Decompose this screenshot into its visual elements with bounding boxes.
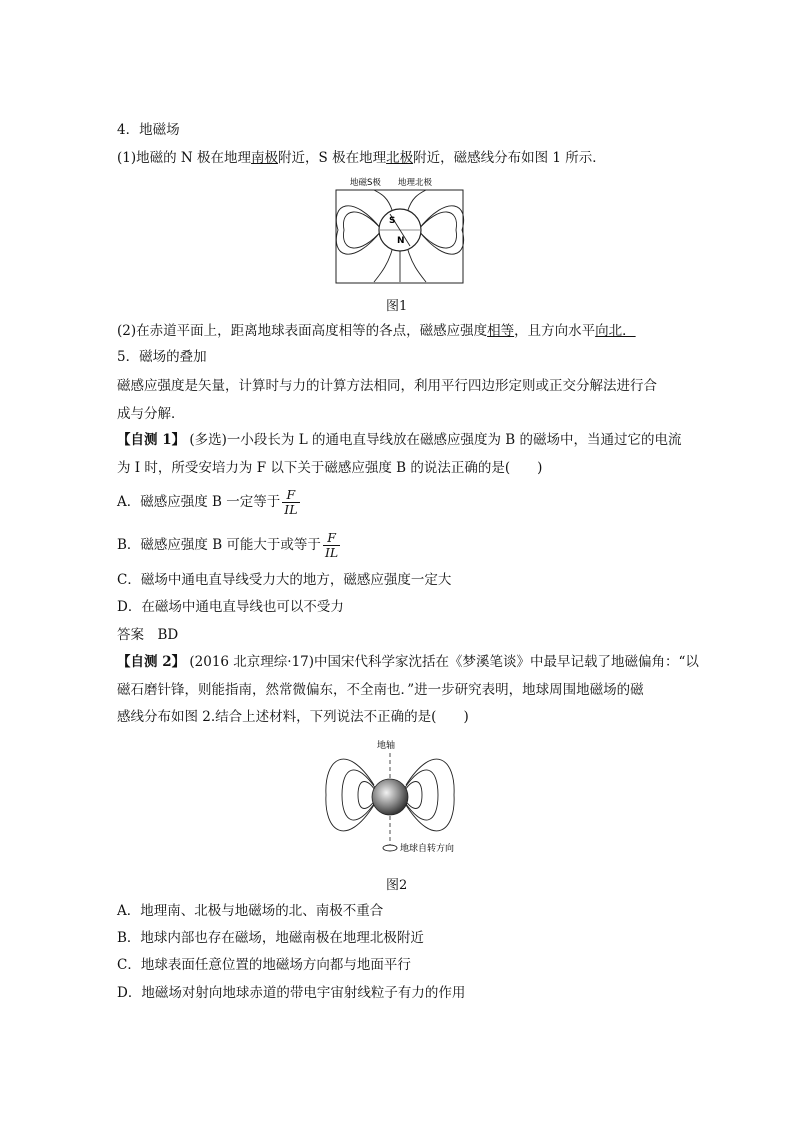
underlined-answer: 北极 <box>386 150 414 166</box>
fraction-denominator: IL <box>284 502 298 517</box>
question-2-stem-line1 <box>117 653 699 671</box>
underlined-answer: 向北． <box>595 323 636 339</box>
figure-1-caption: 图1 <box>386 299 408 314</box>
question-1-option-b <box>117 529 340 561</box>
text-segment: (2016 北京理综·17)中国宋代科学家沈括在《梦溪笔谈》中最早记载了地磁偏角：“以 <box>185 654 699 670</box>
question-1-answer: 答案 BD <box>117 627 179 643</box>
text-segment: (2)在赤道平面上，距离地球表面高度相等的各点，磁感应强度 <box>117 323 488 339</box>
figure-1-earth-magnetic-field <box>330 174 470 286</box>
question-1-option-c: C．磁场中通电直导线受力大的地方，磁感应强度一定大 <box>117 572 452 588</box>
question-2-stem-line3: 感线分布如图 2.结合上述材料，下列说法不正确的是( ) <box>117 709 469 725</box>
underlined-answer: 相等 <box>487 323 515 339</box>
text-segment: ，且方向水平 <box>514 323 596 339</box>
question-2-option-b: B．地球内部也存在磁场，地磁南极在地理北极附近 <box>117 930 424 946</box>
paragraph-equatorial-plane <box>117 322 636 340</box>
paragraph-superposition-line1: 磁感应强度是矢量，计算时与力的计算方法相同，利用平行四边形定则或正交分解法进行合 <box>117 378 657 394</box>
section-heading-superposition: 5．磁场的叠加 <box>117 349 207 365</box>
text-segment: (多选)一小段长为 L 的通电直导线放在磁感应强度为 B 的磁场中，当通过它的电流 <box>185 432 682 448</box>
fraction-numerator: F <box>323 531 340 546</box>
question-tag: 【自测 2】 <box>117 654 186 670</box>
fig1-label-geographic-north: 地理北极 <box>398 178 433 188</box>
question-2-option-a: A．地理南、北极与地磁场的北、南极不重合 <box>117 903 384 919</box>
paragraph-superposition-line2: 成与分解． <box>117 406 185 422</box>
fig1-letter-n: N <box>397 236 405 246</box>
question-1-option-d: D．在磁场中通电直导线也可以不受力 <box>117 599 344 615</box>
section-heading-geomagnetic-field: 4．地磁场 <box>117 122 180 138</box>
fraction-numerator: F <box>282 488 299 503</box>
text-segment: (1)地磁的 N 极在地理 <box>117 150 252 166</box>
option-text: A．磁感应强度 B 一定等于 <box>117 494 281 510</box>
paragraph-geomagnetic-poles <box>117 149 606 167</box>
fig1-letter-s: S <box>389 216 396 226</box>
figure-2-caption: 图2 <box>386 878 408 893</box>
question-1-stem-line2: 为 I 时，所受安培力为 F 以下关于磁感应强度 B 的说法正确的是( ) <box>117 460 543 476</box>
question-2-option-d: D．地磁场对射向地球赤道的带电宇宙射线粒子有力的作用 <box>117 985 466 1001</box>
question-tag: 【自测 1】 <box>117 432 186 448</box>
question-2-stem-line2: 磁石磨针锋，则能指南，然常微偏东，不全南也．”进一步研究表明，地球周围地磁场的磁 <box>117 682 644 698</box>
fraction-f-over-il <box>282 488 299 517</box>
question-1-stem-line1 <box>117 431 681 449</box>
figure-2-earth-dipole-field <box>318 737 478 861</box>
option-text: B．磁感应强度 B 可能大于或等于 <box>117 537 321 553</box>
underlined-answer: 南极 <box>251 150 279 166</box>
text-segment: 附近，S 极在地理 <box>278 150 387 166</box>
fraction-denominator: IL <box>324 545 339 560</box>
question-1-option-a <box>117 486 300 518</box>
fraction-f-over-il <box>323 531 340 560</box>
text-segment: 附近，磁感线分布如图 1 所示． <box>413 150 606 166</box>
fig2-rotation-label: 地球自转方向 <box>400 844 455 854</box>
question-2-option-c: C．地球表面任意位置的地磁场方向都与地面平行 <box>117 957 411 973</box>
fig1-label-magnetic-s-pole: 地磁S极 <box>350 178 381 188</box>
fig2-axis-label: 地轴 <box>377 741 396 751</box>
